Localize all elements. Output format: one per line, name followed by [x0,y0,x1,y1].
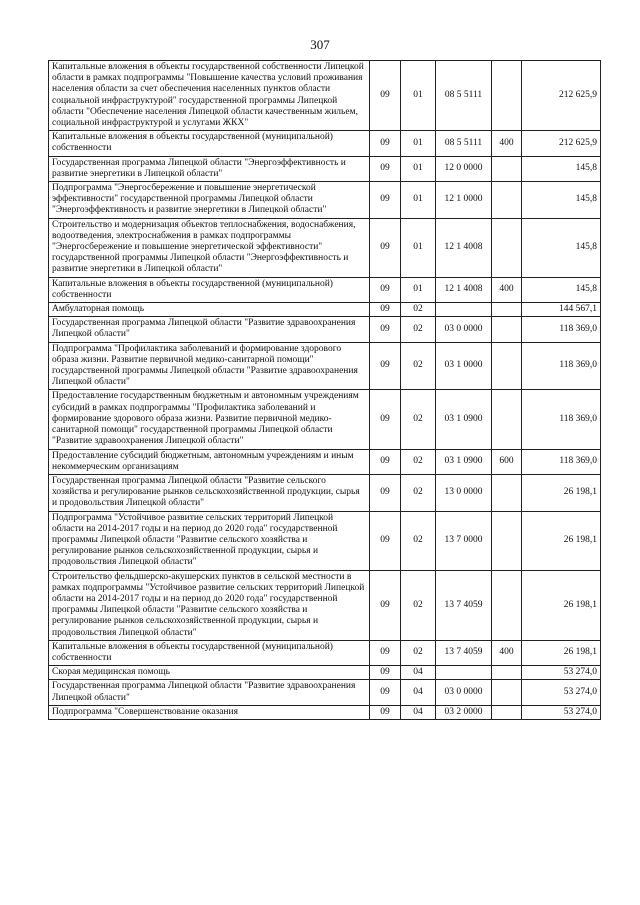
section-code-cell: 09 [370,218,401,277]
amount-cell: 118 369,0 [522,317,601,342]
expense-type-cell [492,390,522,449]
item-name-cell: Государственная программа Липецкой области "Развитие сельского хозяйства и регулирование рынков сельскохозяйственной продукции, сырья и продовольствия Липецкой области" [49,474,370,511]
subsection-code-cell: 02 [401,511,436,570]
item-name-cell: Строительство и модернизация объектов теплоснабжения, водоснабжения, водоотведения, электроснабжения в рамках подпрограммы "Энергосбережение и повышение энергетической эффективности" государственной программы Липецкой области "Энергоэффективность и развитие энергетики в Липецкой области" [49,218,370,277]
table-row [49,303,601,317]
item-name-cell: Капитальные вложения в объекты государственной (муниципальной) собственности [49,277,370,302]
subsection-code-cell: 02 [401,449,436,474]
target-article-cell: 12 1 4008 [436,218,492,277]
item-name-cell: Подпрограмма "Энергосбережение и повышение энергетической эффективности" государственной программы Липецкой области "Энергоэффективность и развитие энергетики в Липецкой области" [49,182,370,219]
amount-cell: 26 198,1 [522,640,601,665]
subsection-code-cell: 02 [401,317,436,342]
amount-cell: 145,8 [522,182,601,219]
expense-type-cell [492,680,522,705]
target-article-cell: 13 0 0000 [436,474,492,511]
target-article-cell [436,303,492,317]
section-code-cell: 09 [370,303,401,317]
expense-type-cell: 400 [492,640,522,665]
expense-type-cell [492,570,522,640]
item-name-cell: Капитальные вложения в объекты государственной (муниципальной) собственности [49,131,370,156]
budget-table-body [49,61,601,720]
table-row [49,277,601,302]
target-article-cell: 03 0 0000 [436,317,492,342]
target-article-cell: 12 0 0000 [436,156,492,181]
expense-type-cell [492,156,522,181]
section-code-cell: 09 [370,131,401,156]
section-code-cell: 09 [370,390,401,449]
table-row [49,317,601,342]
subsection-code-cell: 04 [401,705,436,719]
table-row [49,342,601,390]
section-code-cell: 09 [370,666,401,680]
subsection-code-cell: 01 [401,218,436,277]
item-name-cell: Подпрограмма "Устойчивое развитие сельских территорий Липецкой области на 2014-2017 годы и на период до 2020 года" государственной программы Липецкой области "Развитие сельского хозяйства и регулирование рынков сельскохозяйственной продукции, сырья и продовольствия Липецкой области" [49,511,370,570]
section-code-cell: 09 [370,511,401,570]
subsection-code-cell: 02 [401,570,436,640]
amount-cell: 212 625,9 [522,131,601,156]
subsection-code-cell: 04 [401,680,436,705]
table-row [49,390,601,449]
expense-type-cell [492,511,522,570]
subsection-code-cell: 04 [401,666,436,680]
amount-cell: 118 369,0 [522,449,601,474]
section-code-cell: 09 [370,680,401,705]
expense-type-cell [492,666,522,680]
subsection-code-cell: 02 [401,474,436,511]
table-row [49,680,601,705]
item-name-cell: Подпрограмма "Профилактика заболеваний и формирование здорового образа жизни. Развитие первичной медико-санитарной помощи" государственной программы Липецкой области "Развитие здравоохранения Липецкой области" [49,342,370,390]
item-name-cell: Капитальные вложения в объекты государственной собственности Липецкой области в рамках подпрограммы "Повышение качества условий проживания населения области за счет обеспечения населенных пунктов области социальной инфраструктурой" государственной программы Липецкой области "Обеспечение населения Липецкой области качественным жильем, социальной инфраструктурой и услугами ЖКХ" [49,61,370,131]
page-number: 307 [310,37,330,52]
budget-table [48,60,601,720]
subsection-code-cell: 01 [401,277,436,302]
section-code-cell: 09 [370,449,401,474]
table-row [49,666,601,680]
section-code-cell: 09 [370,342,401,390]
expense-type-cell: 600 [492,449,522,474]
expense-type-cell [492,474,522,511]
amount-cell: 26 198,1 [522,511,601,570]
target-article-cell: 13 7 4059 [436,640,492,665]
section-code-cell: 09 [370,474,401,511]
section-code-cell: 09 [370,182,401,219]
expense-type-cell [492,61,522,131]
table-row [49,511,601,570]
section-code-cell: 09 [370,705,401,719]
table-row [49,131,601,156]
section-code-cell: 09 [370,640,401,665]
amount-cell: 53 274,0 [522,680,601,705]
item-name-cell: Строительство фельдшерско-акушерских пунктов в сельской местности в рамках подпрограммы "Устойчивое развитие сельских территорий Липецкой области на 2014-2017 годы и на период до 2020 года" государственной программы Липецкой области "Развитие сельского хозяйства и регулирование рынков сельскохозяйственной продукции, сырья и продовольствия Липецкой области" [49,570,370,640]
table-row [49,705,601,719]
expense-type-cell [492,705,522,719]
amount-cell: 144 567,1 [522,303,601,317]
item-name-cell: Государственная программа Липецкой области "Энергоэффективность и развитие энергетики в Липецкой области" [49,156,370,181]
target-article-cell: 08 5 5111 [436,131,492,156]
amount-cell: 53 274,0 [522,705,601,719]
target-article-cell: 03 2 0000 [436,705,492,719]
subsection-code-cell: 01 [401,61,436,131]
target-article-cell: 12 1 0000 [436,182,492,219]
item-name-cell: Государственная программа Липецкой области "Развитие здравоохранения Липецкой области" [49,317,370,342]
target-article-cell: 03 0 0000 [436,680,492,705]
expense-type-cell: 400 [492,131,522,156]
amount-cell: 53 274,0 [522,666,601,680]
amount-cell: 145,8 [522,218,601,277]
section-code-cell: 09 [370,61,401,131]
subsection-code-cell: 02 [401,303,436,317]
amount-cell: 212 625,9 [522,61,601,131]
target-article-cell: 03 1 0900 [436,390,492,449]
item-name-cell: Предоставление государственным бюджетным и автономным учреждениям субсидий в рамках подпрограммы "Профилактика заболеваний и формирование здорового образа жизни. Развитие первичной медико-санитарной помощи" государственной программы Липецкой области "Развитие здравоохранения Липецкой области" [49,390,370,449]
section-code-cell: 09 [370,277,401,302]
section-code-cell: 09 [370,156,401,181]
subsection-code-cell: 01 [401,156,436,181]
subsection-code-cell: 02 [401,390,436,449]
amount-cell: 26 198,1 [522,474,601,511]
amount-cell: 145,8 [522,156,601,181]
expense-type-cell [492,218,522,277]
amount-cell: 26 198,1 [522,570,601,640]
item-name-cell: Скорая медицинская помощь [49,666,370,680]
target-article-cell: 13 7 0000 [436,511,492,570]
item-name-cell: Государственная программа Липецкой области "Развитие здравоохранения Липецкой области" [49,680,370,705]
item-name-cell: Предоставление субсидий бюджетным, автономным учреждениям и иным некоммерческим организациям [49,449,370,474]
section-code-cell: 09 [370,570,401,640]
target-article-cell: 13 7 4059 [436,570,492,640]
table-row [49,218,601,277]
item-name-cell: Амбулаторная помощь [49,303,370,317]
expense-type-cell [492,342,522,390]
table-row [49,570,601,640]
expense-type-cell [492,303,522,317]
amount-cell: 118 369,0 [522,342,601,390]
expense-type-cell: 400 [492,277,522,302]
subsection-code-cell: 02 [401,342,436,390]
target-article-cell [436,666,492,680]
target-article-cell: 03 1 0900 [436,449,492,474]
table-row [49,474,601,511]
target-article-cell: 08 5 5111 [436,61,492,131]
target-article-cell: 12 1 4008 [436,277,492,302]
item-name-cell: Подпрограмма "Совершенствование оказания [49,705,370,719]
expense-type-cell [492,182,522,219]
subsection-code-cell: 01 [401,182,436,219]
table-row [49,449,601,474]
target-article-cell: 03 1 0000 [436,342,492,390]
expense-type-cell [492,317,522,342]
amount-cell: 145,8 [522,277,601,302]
table-row [49,640,601,665]
table-row [49,182,601,219]
subsection-code-cell: 02 [401,640,436,665]
table-row [49,61,601,131]
section-code-cell: 09 [370,317,401,342]
table-row [49,156,601,181]
item-name-cell: Капитальные вложения в объекты государственной (муниципальной) собственности [49,640,370,665]
subsection-code-cell: 01 [401,131,436,156]
amount-cell: 118 369,0 [522,390,601,449]
